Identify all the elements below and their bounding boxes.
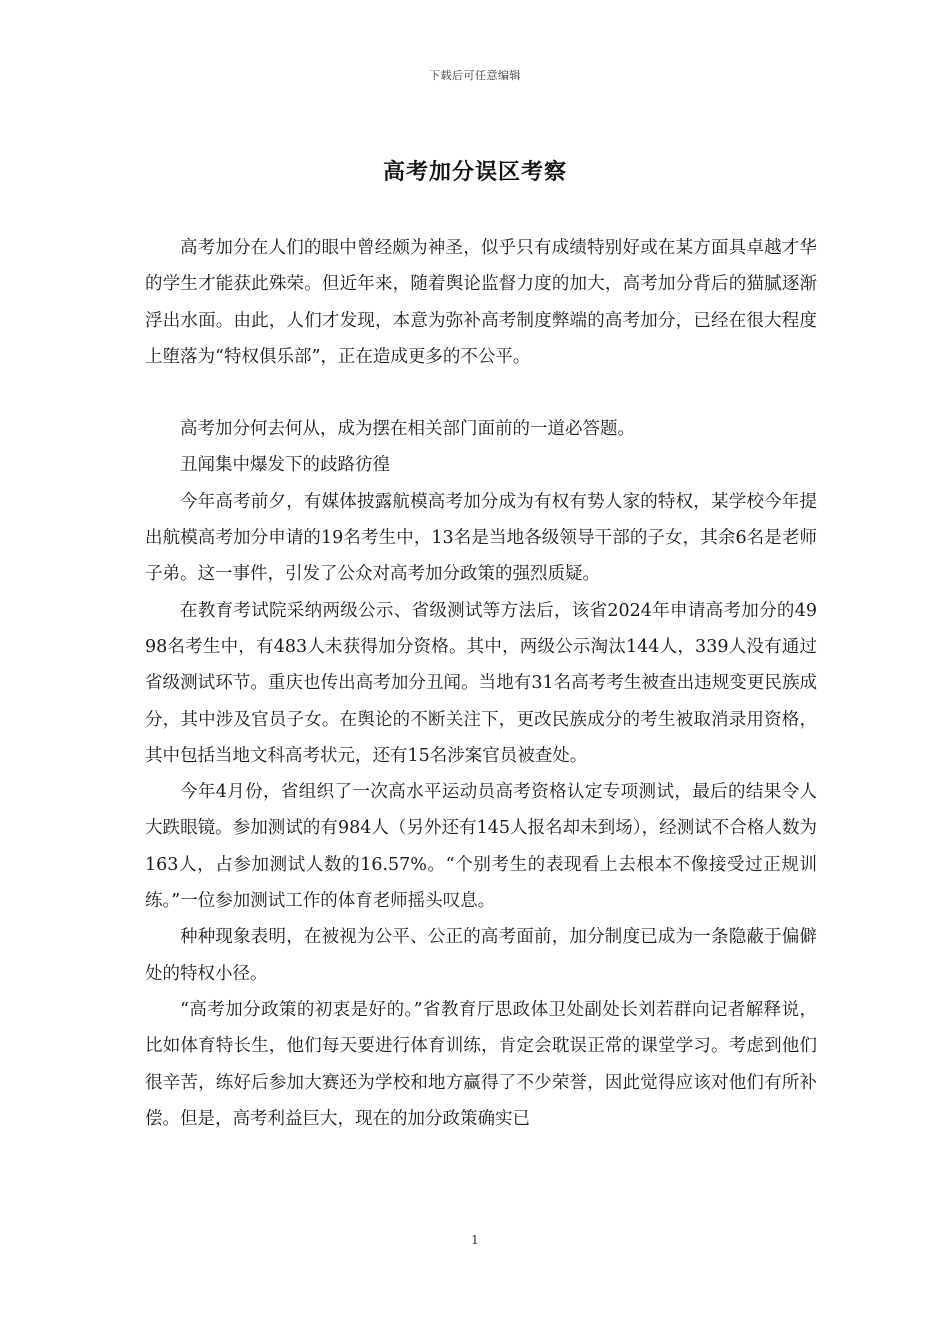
- header-note: 下载后可任意编辑: [429, 69, 521, 82]
- page-number: 1: [471, 1233, 479, 1247]
- document-body: [145, 230, 817, 1137]
- paragraph: 高考加分何去何从，成为摆在相关部门面前的一道必答题。: [180, 419, 635, 440]
- paragraph: “高考加分政策的初衷是好的。”省教育厅思政体卫处副处长刘若群向记者解释说，比如体育特长生，他们每天要进行体育训练，肯定会耽误正常的课堂学习。考虑到他们很辛苦，练好后参加大赛还为学校和地方赢得了不少荣誉，因此觉得应该对他们有所补偿。但是，高考利益巨大，现在的加分政策确实已: [145, 999, 817, 1129]
- paragraph: 高考加分在人们的眼中曾经颇为神圣，似乎只有成绩特别好或在某方面具卓越才华的学生才能获此殊荣。但近年来，随着舆论监督力度的加大，高考加分背后的猫腻逐渐浮出水面。由此，人们才发现，本意为弥补高考制度弊端的高考加分，已经在很大程度上堕落为“特权俱乐部”，正在造成更多的不公平。: [145, 238, 817, 367]
- paragraph: 种种现象表明，在被视为公平、公正的高考面前，加分制度已成为一条隐蔽于偏僻处的特权小径。: [145, 927, 817, 984]
- paragraph: 今年高考前夕，有媒体披露航模高考加分成为有权有势人家的特权，某学校今年提出航模高考加分申请的19名考生中，13名是当地各级领导干部的子女，其余6名是老师子弟。这一事件，引发了公众对高考加分政策的强烈质疑。: [145, 491, 817, 585]
- paragraph: 今年4月份，省组织了一次高水平运动员高考资格认定专项测试，最后的结果令人大跌眼镜。参加测试的有984人（另外还有145人报名却未到场），经测试不合格人数为163人，占参加测试人数的16.57%。“个别考生的表现看上去根本不像接受过正规训练。”一位参加测试工作的体育老师摇头叹息。: [145, 782, 817, 912]
- section-heading: 丑闻集中爆发下的歧路彷徨: [180, 455, 390, 476]
- paragraph: 在教育考试院采纳两级公示、省级测试等方法后，该省2024年申请高考加分的4998名考生中，有483人未获得加分资格。其中，两级公示淘汰144人，339人没有通过省级测试环节。重庆也传出高考加分丑闻。当地有31名高考考生被查出违规变更民族成分，其中涉及官员子女。在舆论的不断关注下，更改民族成分的考生被取消录用资格，其中包括当地文科高考状元，还有15名涉案官员被查处。: [145, 600, 817, 766]
- document-title: 高考加分误区考察: [382, 159, 567, 185]
